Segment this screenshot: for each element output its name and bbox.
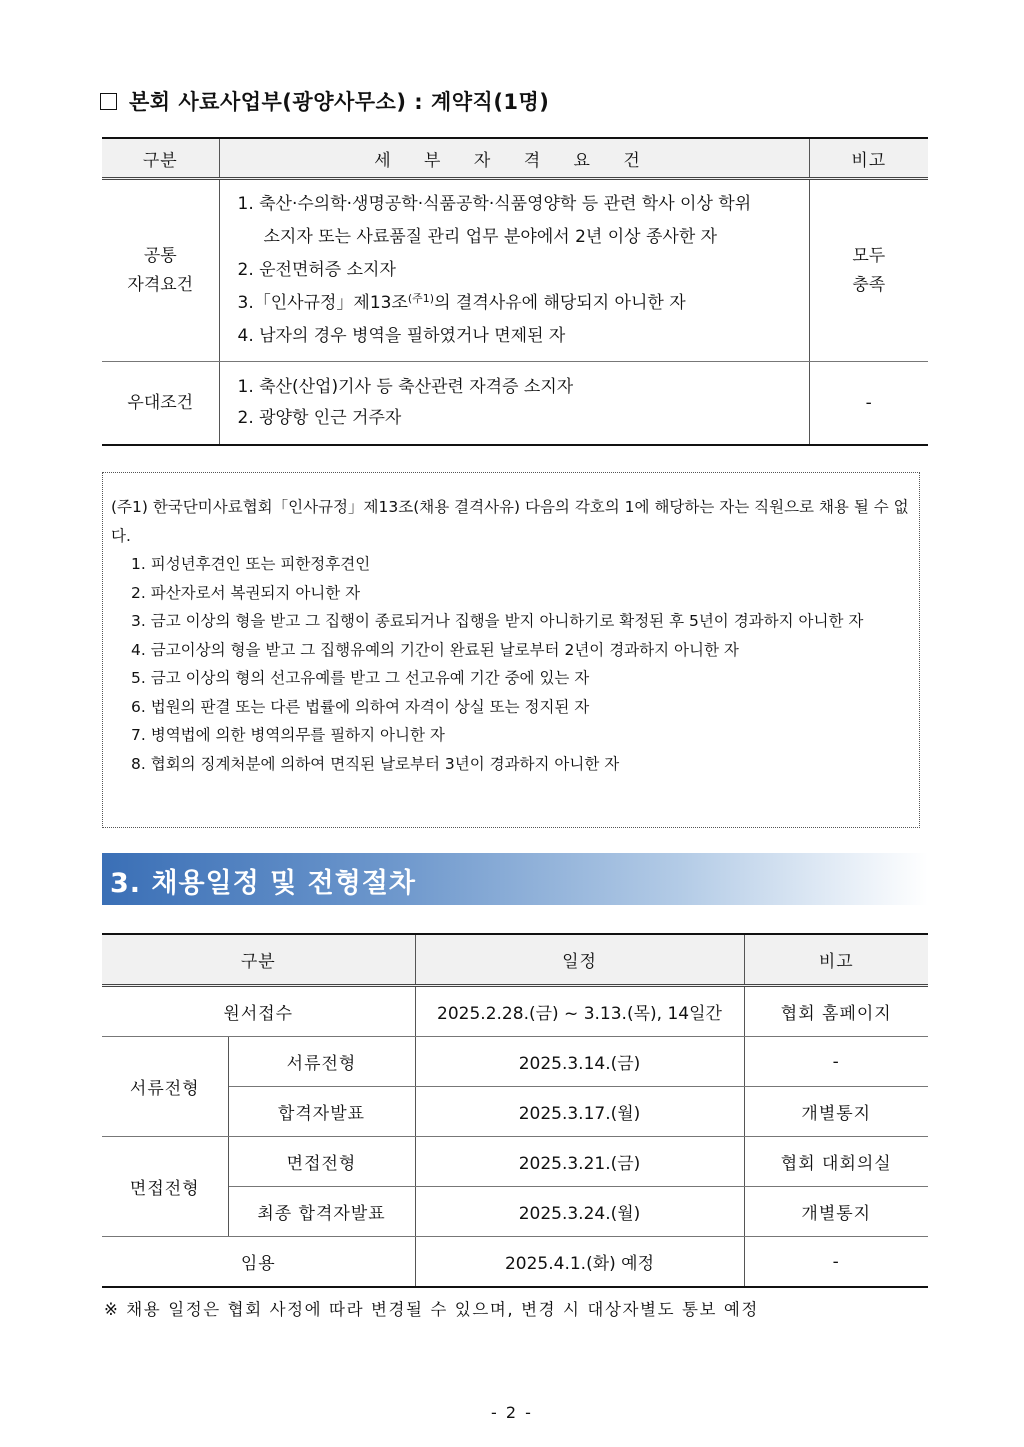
- list-item-continued: 소지자 또는 사료품질 관리 업무 분야에서 2년 이상 종사한 자: [263, 227, 718, 247]
- table-header-row: [102, 934, 928, 986]
- page-number: - 2 -: [491, 1403, 533, 1422]
- table-row: 서류전형 서류전형 2025.3.14.(금) -: [102, 1037, 928, 1087]
- table-row-preferred: [102, 362, 928, 446]
- header-details: 세 부 자 격 요 건: [219, 138, 809, 179]
- preferred-note: -: [809, 362, 928, 446]
- preferred-category: 우대조건: [102, 362, 219, 446]
- list-item: 5. 금고 이상의 형의 선고유예를 받고 그 선고유예 기간 중에 있는 자: [131, 669, 590, 687]
- list-item: 6. 법원의 판결 또는 다른 법률에 의하여 자격이 상실 또는 정지된 자: [131, 697, 590, 716]
- common-note: 모두 충족: [809, 179, 928, 362]
- table-row: 최종 합격자발표 2025.3.24.(월) 개별통지: [102, 1187, 928, 1237]
- group-label: 서류전형: [102, 1037, 228, 1137]
- section-heading-bar: [102, 853, 928, 905]
- schedule-footnote: ※ 채용 일정은 협회 사정에 따라 변경될 수 있으며, 변경 시 대상자별도 통보 예정: [104, 1300, 759, 1319]
- schedule-table: [102, 933, 928, 1288]
- list-item: 3.「인사규정」제13조$^{(주1)}$의 결격사유에 해당되지 아니한 자: [237, 292, 686, 313]
- table-row: 면접전형 면접전형 2025.3.21.(금) 협회 대회의실: [102, 1137, 928, 1187]
- table-row: 원서접수 2025.2.28.(금) ~ 3.13.(목), 14일간 협회 홈페이지: [102, 986, 928, 1037]
- preferred-requirements: [219, 362, 809, 446]
- table-row: 임용 2025.4.1.(화) 예정 -: [102, 1237, 928, 1288]
- table-row: 합격자발표 2025.3.17.(월) 개별통지: [102, 1087, 928, 1137]
- list-item: 2. 광양항 인근 거주자: [237, 408, 402, 428]
- disqualification-list: [111, 550, 911, 778]
- table-header-row: [102, 138, 928, 179]
- disqualification-note-box: [102, 472, 920, 828]
- list-item: 1. 축산(산업)기사 등 축산관련 자격증 소지자: [237, 377, 574, 397]
- header-schedule: 일정: [415, 934, 744, 986]
- section-title: 본회 사료사업부(광양사무소) : 계약직(1명): [100, 86, 549, 116]
- header-note: 비고: [744, 934, 928, 986]
- list-item: 2. 운전면허증 소지자: [237, 260, 396, 280]
- list-item: 7. 병역법에 의한 병역의무를 필하지 아니한 자: [131, 726, 445, 744]
- list-item: 1. 피성년후견인 또는 피한정후견인: [131, 555, 371, 573]
- list-item: 2. 파산자로서 복권되지 아니한 자: [131, 583, 361, 602]
- checkbox-square-icon: [100, 93, 117, 110]
- list-item: 3. 금고 이상의 형을 받고 그 집행이 종료되거나 집행을 받지 아니하기로 확정된 후 5년이 경과하지 아니한 자: [131, 612, 864, 630]
- section-heading: 3. 채용일정 및 전형절차: [110, 868, 416, 899]
- table-row-common: [102, 179, 928, 362]
- common-category: 공통 자격요건: [102, 179, 219, 362]
- common-requirements: [219, 179, 809, 362]
- note-intro: (주1) 한국단미사료협회「인사규정」제13조(채용 결격사유) 다음의 각호의 1에 해당하는 자는 직원으로 채용 될 수 없다.: [111, 498, 909, 545]
- list-item: 1. 축산·수의학·생명공학·식품공학·식품영양학 등 관련 학사 이상 학위: [237, 194, 752, 214]
- header-category: 구분: [102, 138, 219, 179]
- list-item: 4. 남자의 경우 병역을 필하였거나 면제된 자: [237, 326, 566, 346]
- header-category: 구분: [102, 934, 415, 986]
- header-note: 비고: [809, 138, 928, 179]
- group-label: 면접전형: [102, 1137, 228, 1237]
- footnote-ref: (주1): [407, 292, 435, 305]
- qualification-table: [102, 137, 928, 446]
- list-item: 4. 금고이상의 형을 받고 그 집행유예의 기간이 완료된 날로부터 2년이 경과하지 아니한 자: [131, 640, 739, 659]
- list-item: 8. 협회의 징계처분에 의하여 면직된 날로부터 3년이 경과하지 아니한 자: [131, 754, 620, 773]
